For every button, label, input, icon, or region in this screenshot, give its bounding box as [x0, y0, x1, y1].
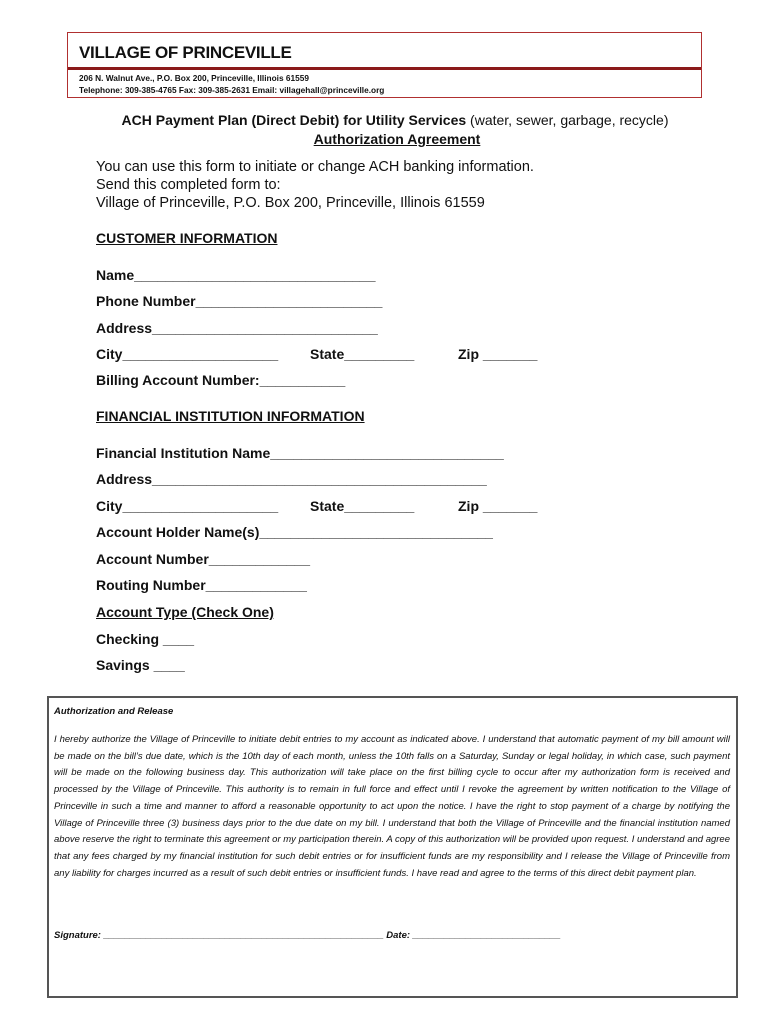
letterhead	[67, 32, 702, 98]
customer-phone-field[interactable]: Phone Number________________________	[96, 293, 383, 309]
institution-address-field[interactable]: Address___________________________________________	[96, 471, 487, 487]
billing-account-field[interactable]: Billing Account Number:___________	[96, 372, 346, 388]
institution-zip-field[interactable]: Zip _______	[458, 498, 538, 514]
form-title-bold: ACH Payment Plan (Direct Debit) for Utility Services	[121, 112, 467, 128]
checking-option[interactable]: Checking ____	[96, 631, 195, 647]
organization-address: 206 N. Walnut Ave., P.O. Box 200, Princeville, Illinois 61559	[79, 73, 309, 83]
organization-contact: Telephone: 309-385-4765 Fax: 309-385-2631 Email: villagehall@princeville.org	[79, 85, 385, 95]
intro-line-2: Send this completed form to:	[96, 177, 281, 193]
authorization-text: I hereby authorize the Village of Princeville to initiate debit entries to my account as indicated above. I understand that automatic payment of my bill amount will be made on the bill’s due date, which is the 10th day of each month, unless the 10th falls on a Saturday, Sunday or legal holiday, in which case, such payment will be made on the following business day. This authorization will take place on the first billing cycle to occur after my authorization form is received and processed by the Village of Princeville. This authority is to remain in full force and effect until I revoke the agreement by written notification to the Village of Princeville in such a time and manner to afford a reasonable opportunity to act upon the notice. I have the right to stop payment of a charge by notifying the Village of Princeville three (3) business days prior to the due date on my bill. I understand that both the Village of Princeville and the financial institution named above reserve the right to terminate this agreement or my participation therein. A copy of this authorization will be provided upon request. I understand and agree that any fees charged by my financial institution for such debit entries or for insufficient funds are my responsibility and I release the Village of Princeville from any liability for charges incurred as a result of such debit entries or insufficient funds. I have read and agree to the terms of this direct debit payment plan.	[54, 734, 730, 879]
letterhead-rule	[68, 67, 701, 70]
customer-state-field[interactable]: State_________	[310, 346, 415, 362]
authorization-title: Authorization and Release	[54, 706, 174, 717]
customer-name-field[interactable]: Name_______________________________	[96, 267, 376, 283]
institution-name-field[interactable]: Financial Institution Name______________________________	[96, 445, 504, 461]
customer-info-heading: CUSTOMER INFORMATION	[96, 230, 278, 246]
organization-title: VILLAGE OF PRINCEVILLE	[79, 43, 292, 62]
form-title	[0, 112, 770, 128]
routing-number-field[interactable]: Routing Number_____________	[96, 577, 307, 593]
customer-zip-field[interactable]: Zip _______	[458, 346, 538, 362]
account-type-heading: Account Type (Check One)	[96, 604, 274, 620]
account-number-field[interactable]: Account Number_____________	[96, 551, 311, 567]
institution-state-field[interactable]: State_________	[310, 498, 415, 514]
form-title-rest: (water, sewer, garbage, recycle)	[466, 112, 669, 128]
customer-city-field[interactable]: City____________________	[96, 346, 279, 362]
institution-city-field[interactable]: City____________________	[96, 498, 279, 514]
form-subtitle: Authorization Agreement	[313, 131, 481, 147]
financial-info-heading: FINANCIAL INSTITUTION INFORMATION	[96, 408, 365, 424]
intro-line-1: You can use this form to initiate or change ACH banking information.	[96, 159, 534, 175]
customer-address-field[interactable]: Address_____________________________	[96, 320, 378, 336]
account-holder-field[interactable]: Account Holder Name(s)______________________________	[96, 524, 493, 540]
savings-option[interactable]: Savings ____	[96, 657, 185, 673]
intro-line-3: Village of Princeville, P.O. Box 200, Princeville, Illinois 61559	[96, 195, 485, 211]
authorization-section	[47, 696, 738, 998]
signature-date-line[interactable]: Signature: _____________________________________________________ Date: ____________________________	[54, 930, 561, 941]
